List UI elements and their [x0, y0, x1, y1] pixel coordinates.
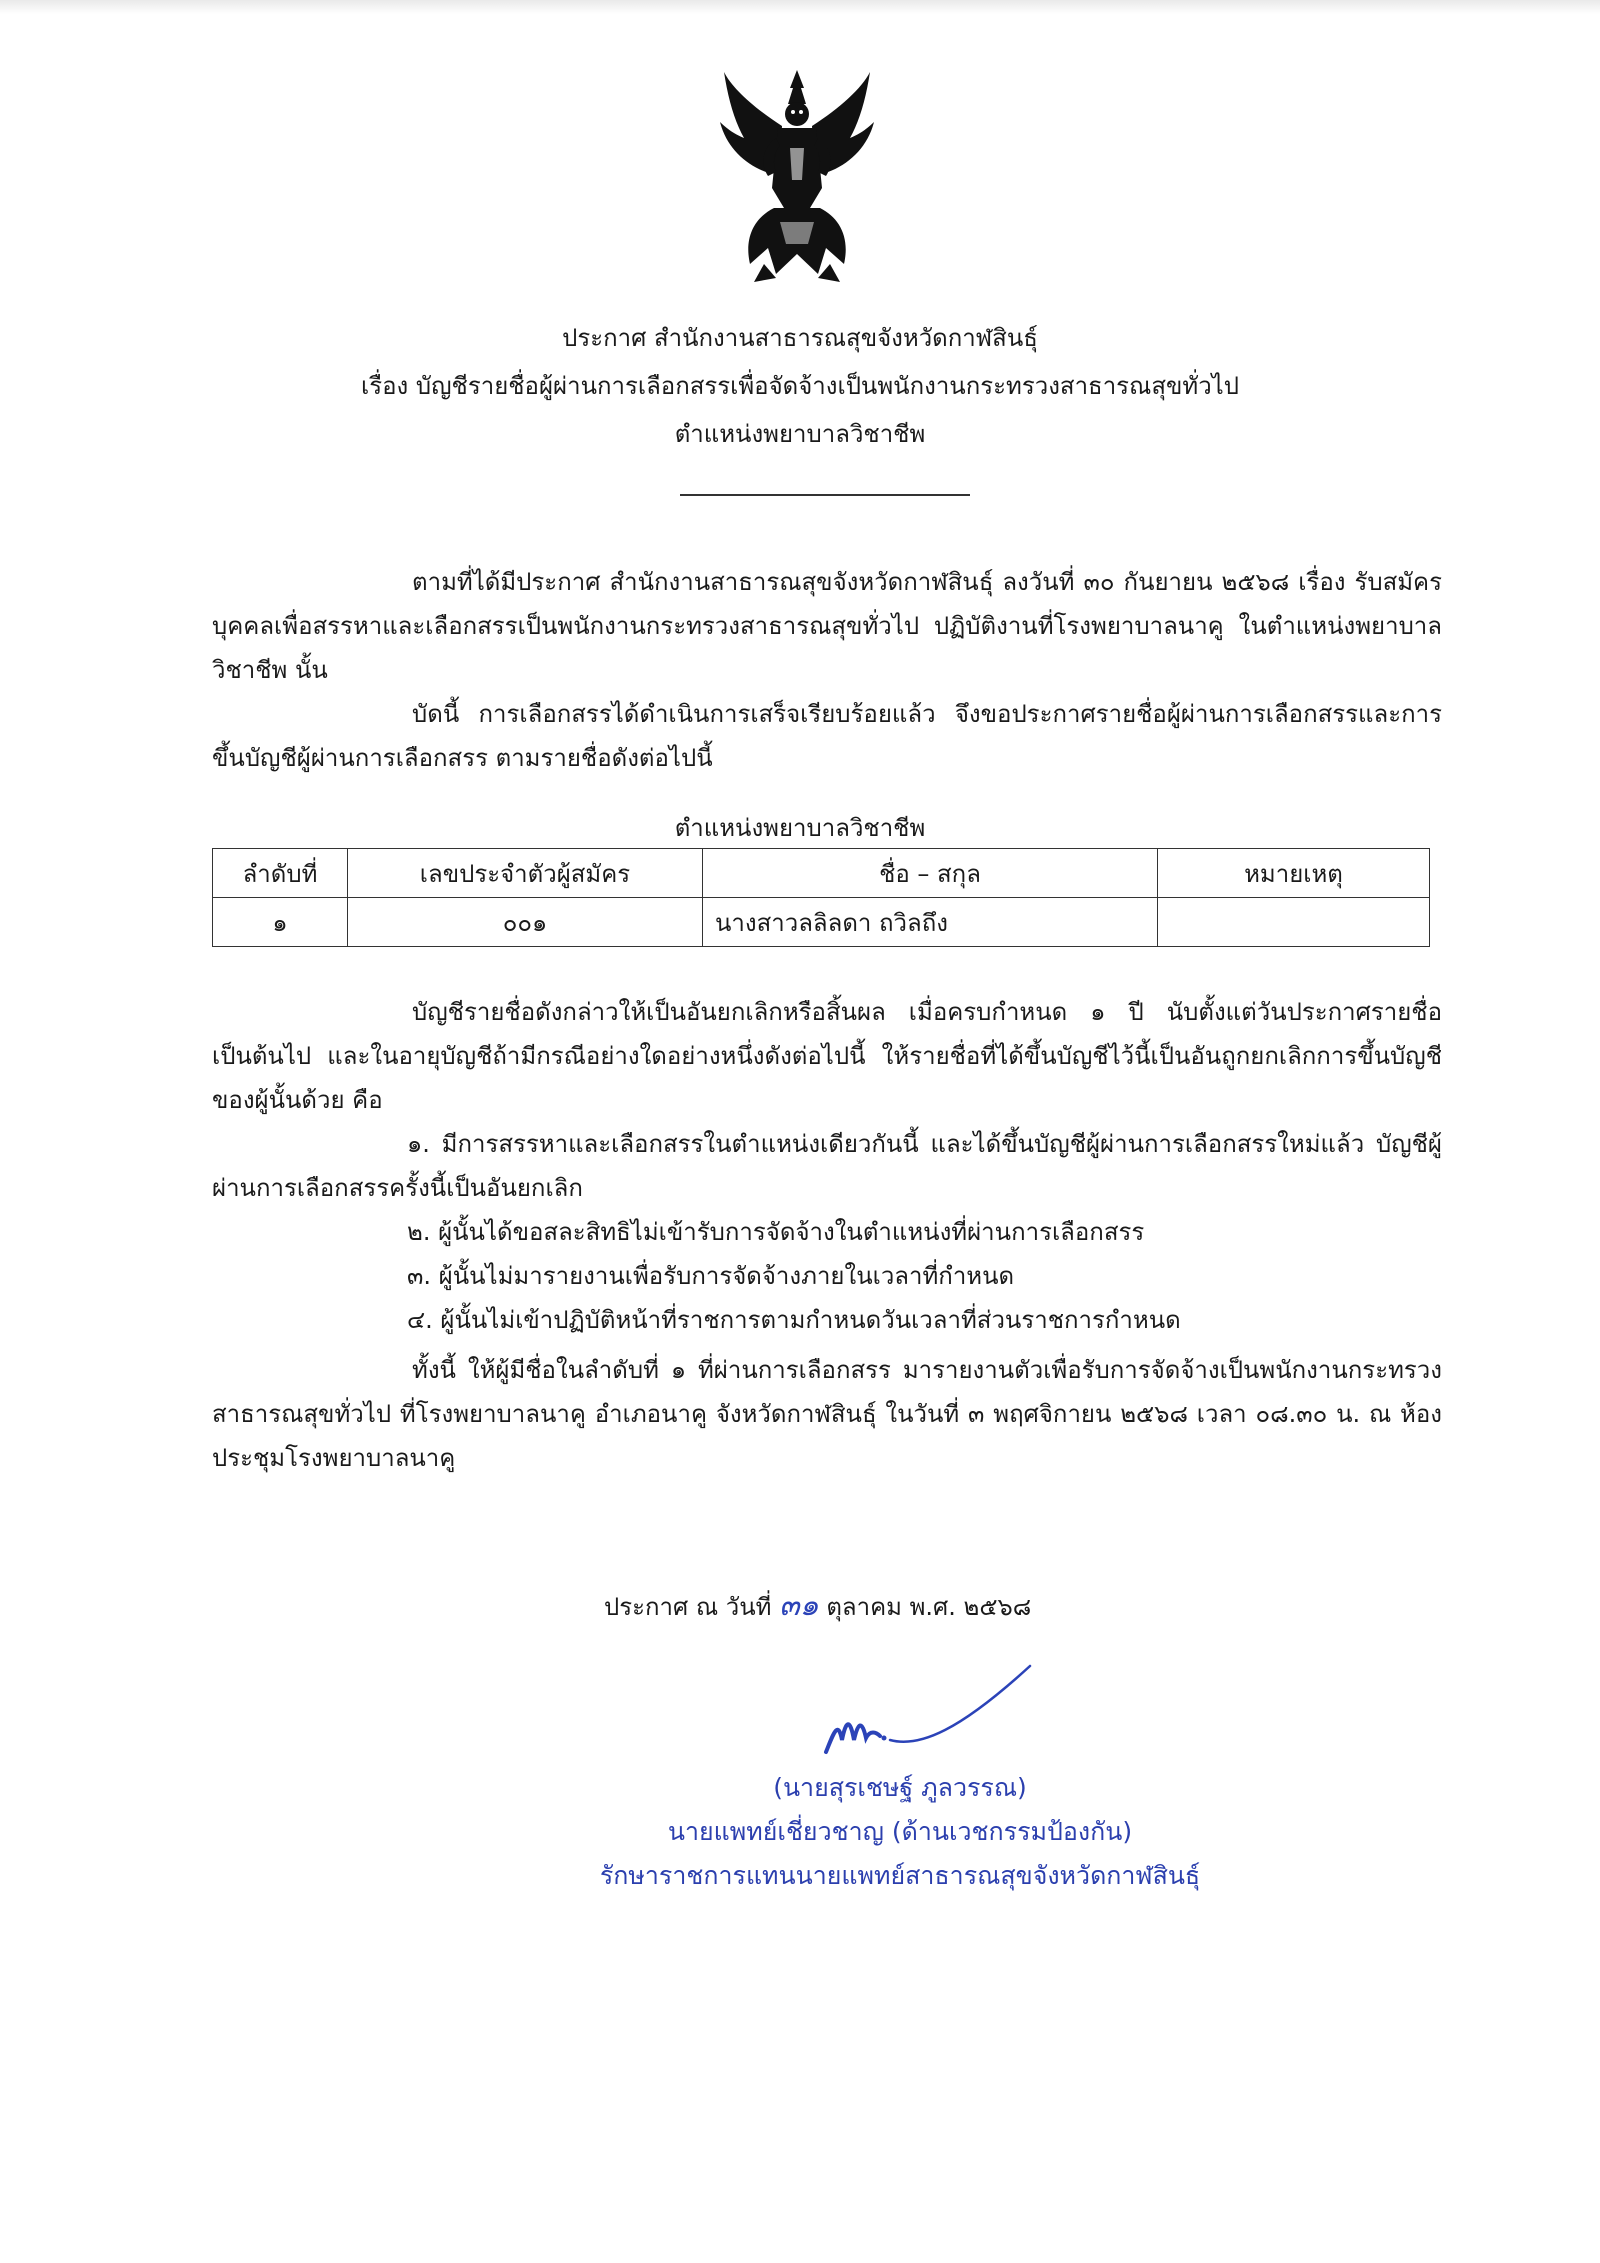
selection-table: [212, 848, 1430, 947]
report-paragraph: ทั้งนี้ ให้ผู้มีชื่อในลำดับที่ ๑ ที่ผ่านการเลือกสรร มารายงานตัวเพื่อรับการจัดจ้างเป็นพนักงานกระทรวงสาธารณสุขทั่วไป ที่โรงพยาบาลนาคู อำเภอนาคู จังหวัดกาฬสินธุ์ ในวันที่ ๓ พฤศจิกายน ๒๕๖๘ เวลา ๐๘.๓๐ น. ณ ห้องประชุมโรงพยาบาลนาคู: [212, 1356, 1442, 1472]
subject-line: เรื่อง บัญชีรายชื่อผู้ผ่านการเลือกสรรเพื่อจัดจ้างเป็นพนักงานกระทรวงสาธารณสุขทั่วไป: [361, 372, 1239, 400]
col-header-remarks: หมายเหตุ: [1158, 849, 1430, 898]
handwritten-day: ๓๑: [779, 1588, 819, 1623]
col-header-name: ชื่อ – สกุล: [703, 849, 1158, 898]
cell-name: นางสาวลลิลดา ถวิลถึง: [703, 898, 1158, 947]
table-header-row: [213, 849, 1430, 898]
col-header-order: ลำดับที่: [213, 849, 348, 898]
handwritten-signature-icon: [820, 1660, 1040, 1770]
term-item-2: ๒. ผู้นั้นได้ขอสละสิทธิไม่เข้ารับการจัดจ้างในตำแหน่งที่ผ่านการเลือกสรร: [407, 1218, 1145, 1246]
intro-paragraph-1: ตามที่ได้มีประกาศ สำนักงานสาธารณสุขจังหวัดกาฬสินธุ์ ลงวันที่ ๓๐ กันยายน ๒๕๖๘ เรื่อง รับสมัครบุคคลเพื่อสรรหาและเลือกสรรเป็นพนักงานกระทรวงสาธารณสุขทั่วไป ปฏิบัติงานที่โรงพยาบาลนาคู ในตำแหน่งพยาบาลวิชาชีพ นั้น: [212, 568, 1442, 684]
term-item-3: ๓. ผู้นั้นไม่มารายงานเพื่อรับการจัดจ้างภายในเวลาที่กำหนด: [407, 1262, 1015, 1290]
terms-section: [212, 990, 1442, 1480]
col-header-applicant-id: เลขประจำตัวผู้สมัคร: [348, 849, 703, 898]
date-prefix: ประกาศ ณ วันที่: [604, 1593, 772, 1621]
cell-applicant-id: ๐๐๑: [348, 898, 703, 947]
header-divider: [680, 494, 970, 496]
signer-position: นายแพทย์เชี่ยวชาญ (ด้านเวชกรรมป้องกัน): [667, 1817, 1133, 1846]
announcement-date: [604, 1582, 1031, 1629]
cell-remarks: [1158, 898, 1430, 947]
table-caption: ตำแหน่งพยาบาลวิชาชีพ: [674, 814, 926, 842]
intro-paragraph-2: บัดนี้ การเลือกสรรได้ดำเนินการเสร็จเรียบร้อยแล้ว จึงขอประกาศรายชื่อผู้ผ่านการเลือกสรรและการขึ้นบัญชีผู้ผ่านการเลือกสรร ตามรายชื่อดังต่อไปนี้: [212, 700, 1442, 772]
terms-paragraph: บัญชีรายชื่อดังกล่าวให้เป็นอันยกเลิกหรือสิ้นผล เมื่อครบกำหนด ๑ ปี นับตั้งแต่วันประกาศรายชื่อเป็นต้นไป และในอายุบัญชีถ้ามีกรณีอย่างใดอย่างหนึ่งดังต่อไปนี้ ให้รายชื่อที่ได้ขึ้นบัญชีไว้นี้เป็นอันถูกยกเลิกการขึ้นบัญชีของผู้นั้นด้วย คือ: [212, 998, 1442, 1114]
announcement-title: ประกาศ สำนักงานสาธารณสุขจังหวัดกาฬสินธุ์: [562, 324, 1038, 352]
scan-edge-shade: [0, 0, 1600, 14]
term-item-4: ๔. ผู้นั้นไม่เข้าปฏิบัติหน้าที่ราชการตามกำหนดวันเวลาที่ส่วนราชการกำหนด: [407, 1306, 1181, 1334]
signer-name: (นายสุรเชษฐ์ ภูลวรรณ): [773, 1773, 1027, 1802]
garuda-emblem-icon: [714, 68, 880, 284]
intro-section: [212, 560, 1442, 780]
signer-acting-role: รักษาราชการแทนนายแพทย์สาธารณสุขจังหวัดกาฬสินธุ์: [599, 1861, 1201, 1890]
position-line: ตำแหน่งพยาบาลวิชาชีพ: [674, 420, 926, 448]
term-item-1: ๑. มีการสรรหาและเลือกสรรในตำแหน่งเดียวกันนี้ และได้ขึ้นบัญชีผู้ผ่านการเลือกสรรใหม่แล้ว บัญชีผู้ผ่านการเลือกสรรครั้งนี้เป็นอันยกเลิก: [212, 1130, 1442, 1202]
date-month-year: ตุลาคม พ.ศ. ๒๕๖๘: [826, 1593, 1032, 1621]
table-row: [213, 898, 1430, 947]
cell-order: ๑: [213, 898, 348, 947]
